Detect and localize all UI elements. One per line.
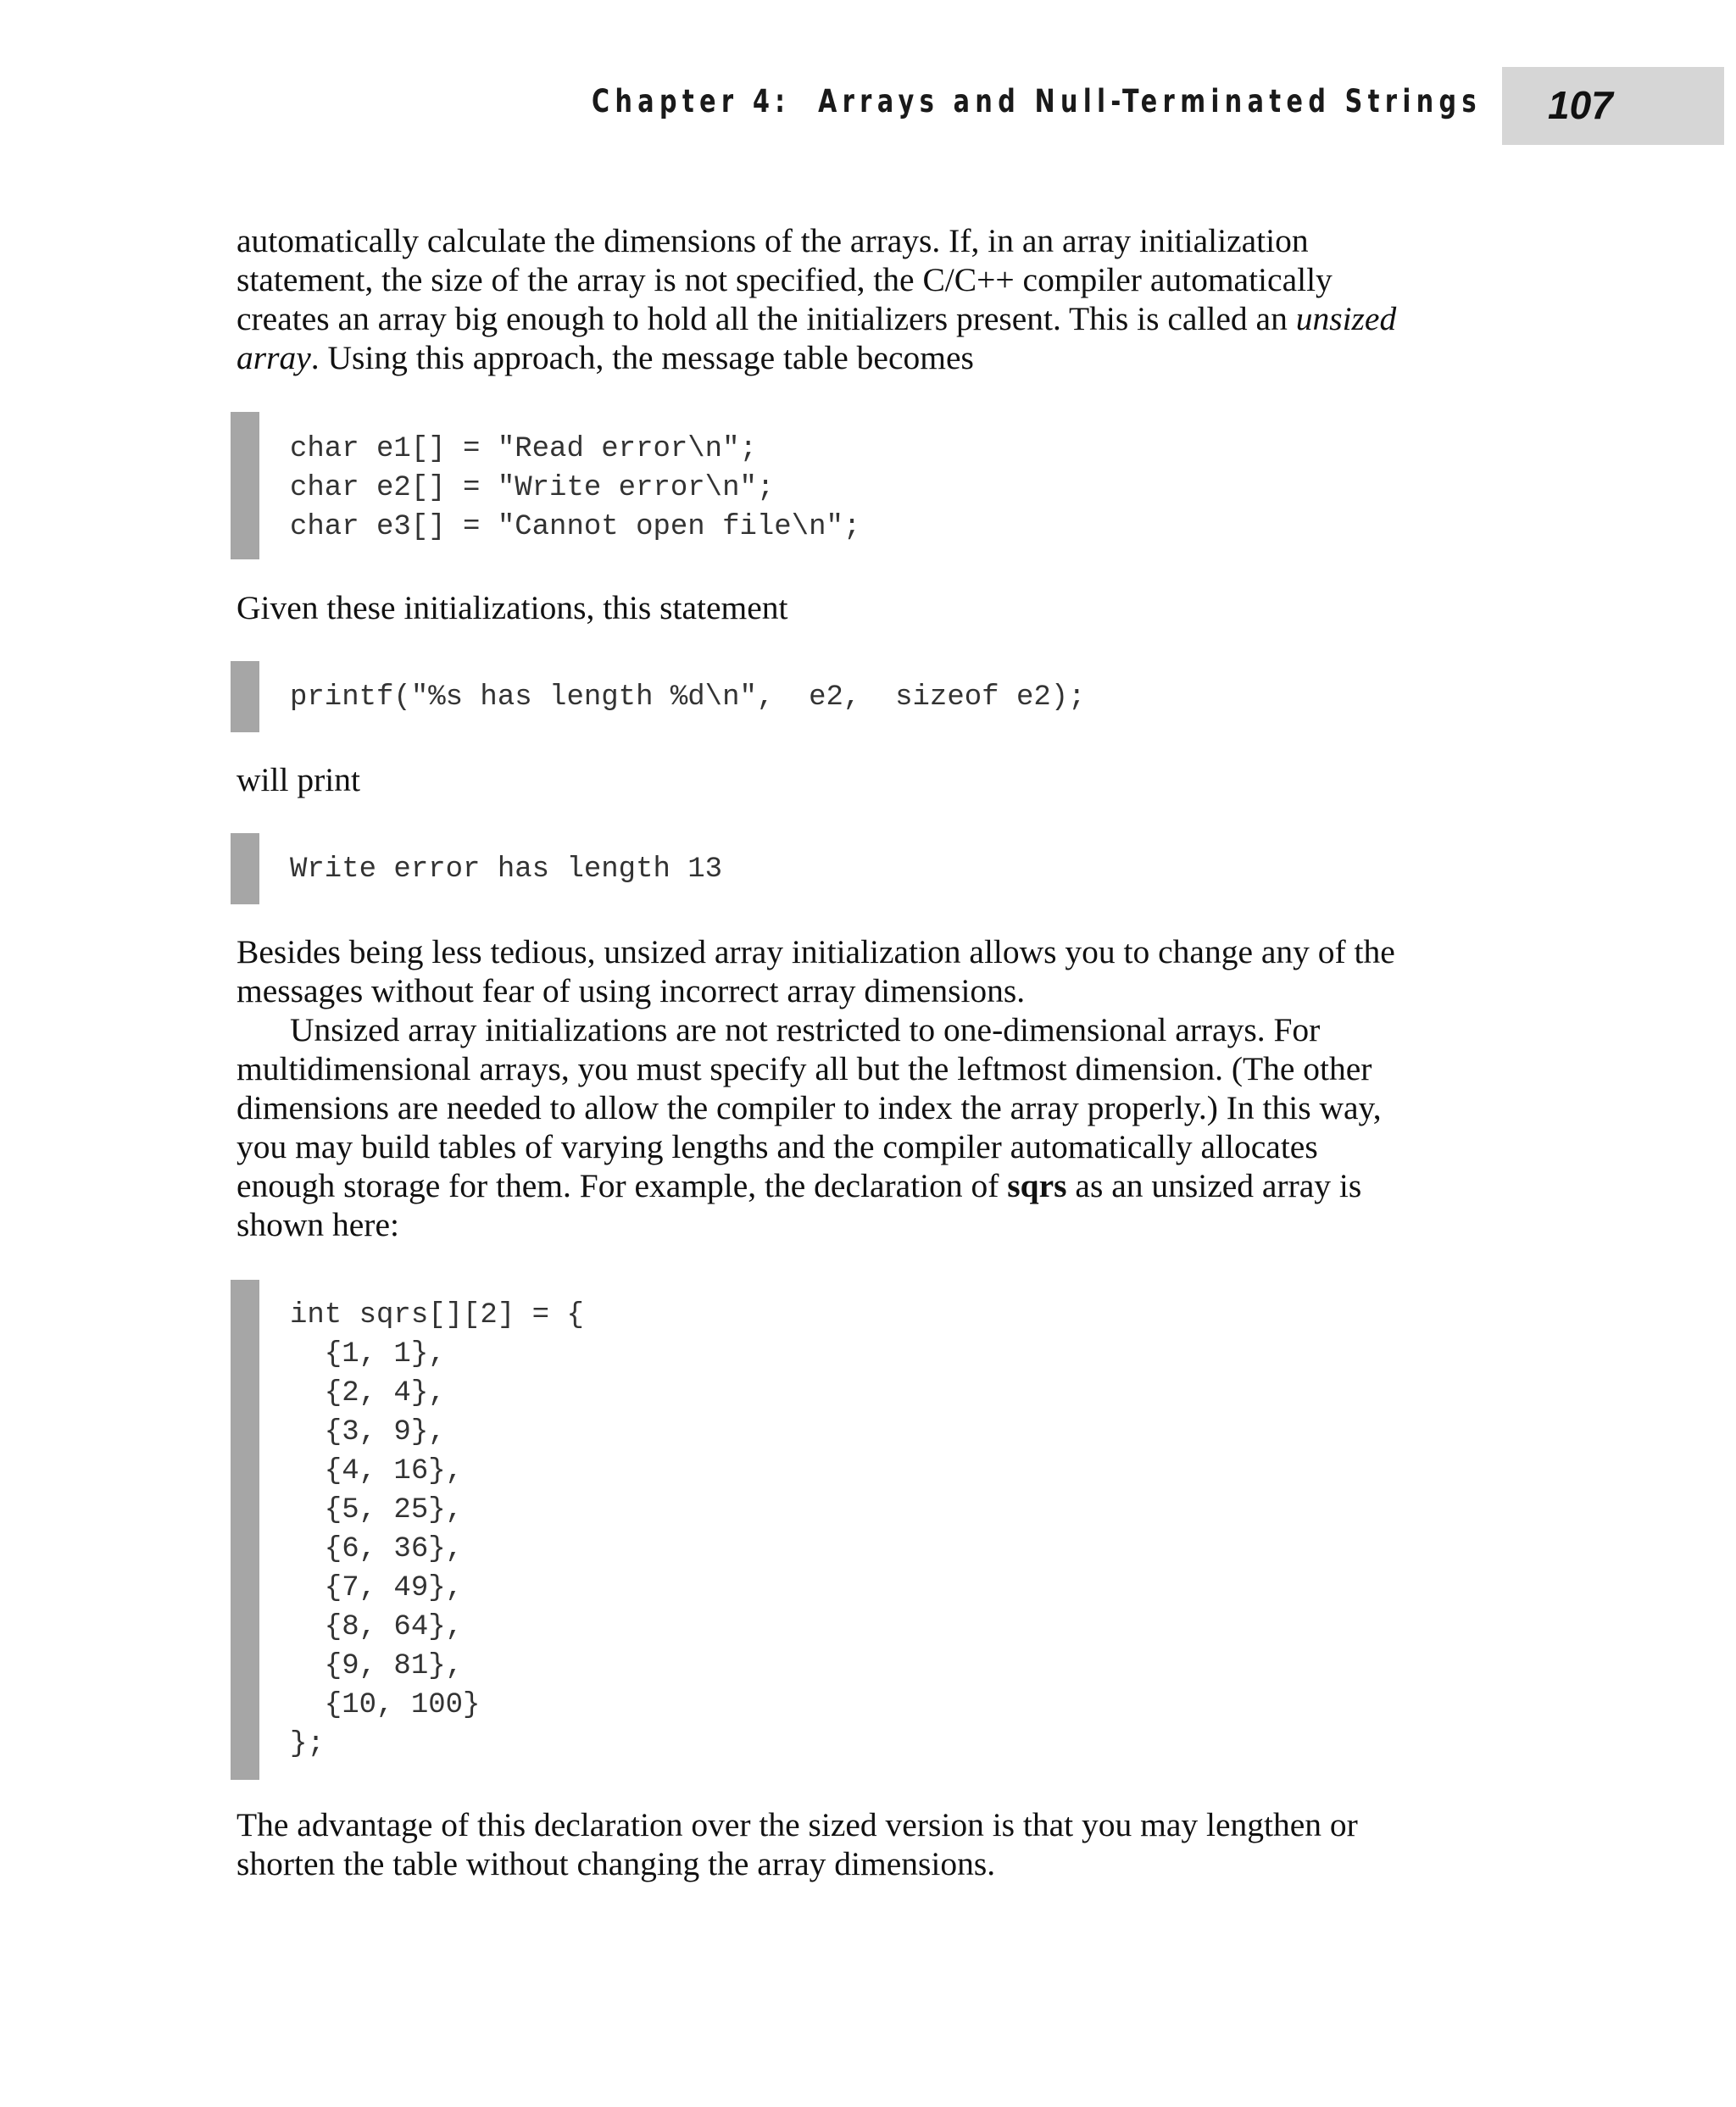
code-line: {4, 16}, <box>290 1455 464 1487</box>
code-line: {8, 64}, <box>290 1611 464 1643</box>
code-line: Write error has length 13 <box>290 853 723 886</box>
code-block-bar <box>231 661 259 732</box>
paragraph-1-line-1: automatically calculate the dimensions of the arrays. If, in an array initialization <box>236 222 1309 259</box>
paragraph-5-line-5-tail: as an unsized array is <box>1066 1167 1362 1204</box>
paragraph-1-line-3 <box>236 299 1487 338</box>
code-block-output-text <box>290 850 722 889</box>
paragraph-5 <box>236 1010 1487 1244</box>
paragraph-1-line-4 <box>236 338 1487 377</box>
code-block-output <box>231 833 1502 904</box>
paragraph-4 <box>236 932 1487 1010</box>
code-line: {10, 100} <box>290 1689 481 1721</box>
paragraph-3 <box>236 760 1487 799</box>
paragraph-5-line-3: dimensions are needed to allow the compiler to index the array properly.) In this way, <box>236 1089 1382 1126</box>
paragraph-4-line-2: messages without fear of using incorrect array dimensions. <box>236 972 1026 1009</box>
code-block-message-table-text <box>290 430 860 547</box>
paragraph-1-line-2: statement, the size of the array is not specified, the C/C++ compiler automatically <box>236 261 1333 298</box>
code-block-message-table <box>231 412 1502 559</box>
code-line: char e3[] = "Cannot open file\n"; <box>290 511 861 543</box>
paragraph-5-line-2: multidimensional arrays, you must specify all but the leftmost dimension. (The other <box>236 1050 1372 1087</box>
paragraph-5-line-1: Unsized array initializations are not restricted to one-dimensional arrays. For <box>290 1011 1321 1048</box>
paragraph-4-line-1: Besides being less tedious, unsized array initialization allows you to change any of the <box>236 933 1395 970</box>
paragraph-6 <box>236 1805 1487 1883</box>
paragraph-5-line-5-text: enough storage for them. For example, the declaration of <box>236 1167 1008 1204</box>
code-block-sqrs-text <box>290 1296 584 1764</box>
code-line: {5, 25}, <box>290 1494 464 1526</box>
code-line: int sqrs[][2] = { <box>290 1299 584 1331</box>
code-line: {2, 4}, <box>290 1377 446 1409</box>
code-block-bar <box>231 412 259 559</box>
term-unsized: unsized <box>1295 300 1397 337</box>
paragraph-1 <box>236 221 1487 377</box>
code-block-printf-text <box>290 678 1086 717</box>
paragraph-1-line-3-text: creates an array big enough to hold all the initializers present. This is called an <box>236 300 1296 337</box>
paragraph-6-line-1: The advantage of this declaration over the sized version is that you may lengthen or <box>236 1806 1358 1843</box>
paragraph-3-line-1: will print <box>236 761 360 798</box>
code-line: printf("%s has length %d\n", e2, sizeof e2); <box>290 681 1086 714</box>
code-line: }; <box>290 1728 325 1760</box>
code-line: {9, 81}, <box>290 1650 464 1682</box>
paragraph-5-line-5 <box>236 1166 1487 1205</box>
code-line: char e1[] = "Read error\n"; <box>290 433 757 465</box>
code-block-bar <box>231 833 259 904</box>
code-line: char e2[] = "Write error\n"; <box>290 472 775 504</box>
term-sqrs: sqrs <box>1007 1167 1067 1204</box>
paragraph-2 <box>236 588 1487 627</box>
code-line: {7, 49}, <box>290 1572 464 1604</box>
code-line: {3, 9}, <box>290 1416 446 1448</box>
code-block-bar <box>231 1280 259 1780</box>
paragraph-2-line-1: Given these initializations, this statement <box>236 589 788 626</box>
page-number: 107 <box>1548 83 1613 127</box>
code-block-sqrs <box>231 1280 1502 1780</box>
code-line: {6, 36}, <box>290 1533 464 1565</box>
page-number-box <box>1502 67 1724 145</box>
term-array: array <box>236 339 311 376</box>
paragraph-5-line-6: shown here: <box>236 1206 399 1243</box>
code-line: {1, 1}, <box>290 1338 446 1370</box>
paragraph-1-line-4-text: . Using this approach, the message table becomes <box>310 339 974 376</box>
paragraph-6-line-2: shorten the table without changing the array dimensions. <box>236 1845 996 1882</box>
chapter-header: Chapter 4: Arrays and Null-Terminated Strings <box>592 83 1482 120</box>
paragraph-5-line-4: you may build tables of varying lengths and the compiler automatically allocates <box>236 1128 1318 1165</box>
code-block-printf <box>231 661 1502 732</box>
